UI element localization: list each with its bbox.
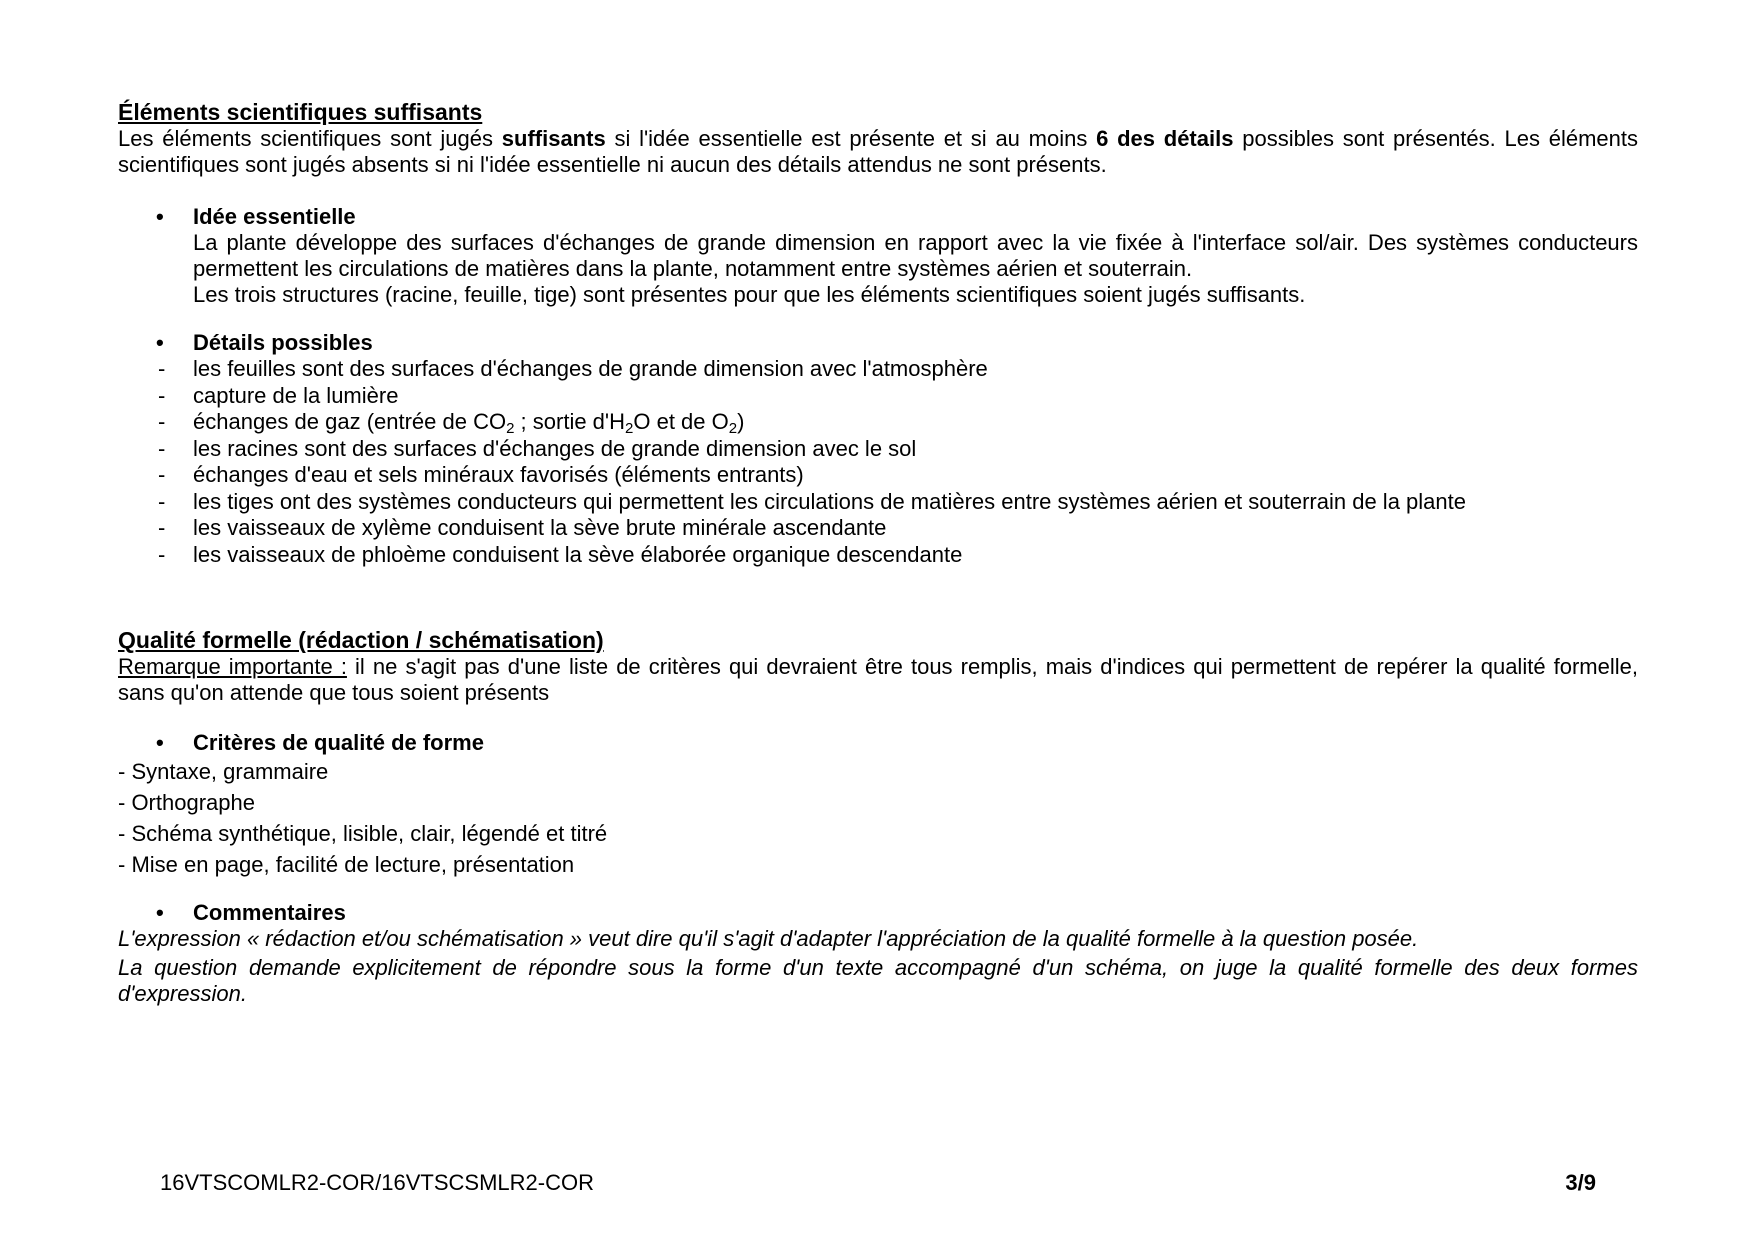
comment-line-2: La question demande explicitement de répondre sous la forme d'un texte accompagné d'un schéma, on juge la qualité formelle des deux formes d'expression. bbox=[118, 955, 1638, 1006]
list-item: - capture de la lumière bbox=[158, 382, 399, 408]
idea-text: La plante développe des surfaces d'échanges de grande dimension en rapport avec la vie fixée à l'interface sol/air. Des systèmes conducteurs permettent les circulations de matières dans la plante, notamment entre systèmes aérien et souterrain. bbox=[193, 230, 1638, 281]
document-code: 16VTSCOMLR2-COR/16VTSCSMLR2-COR bbox=[160, 1170, 594, 1195]
list-item: - Schéma synthétique, lisible, clair, légendé et titré bbox=[118, 821, 608, 846]
list-item: - Mise en page, facilité de lecture, présentation bbox=[118, 852, 575, 877]
idea-block bbox=[118, 204, 1638, 308]
bullet-icon: • bbox=[156, 330, 164, 355]
section2 bbox=[118, 626, 1638, 1007]
criteria-block bbox=[118, 730, 1638, 880]
list-item: - échanges d'eau et sels minéraux favorisés (éléments entrants) bbox=[158, 462, 804, 487]
bullet-icon: • bbox=[156, 900, 164, 925]
list-item: - les vaisseaux de phloème conduisent la sève élaborée organique descendante bbox=[158, 541, 963, 567]
details-list bbox=[118, 356, 1638, 568]
section2-title: Qualité formelle (rédaction / schématisation) bbox=[118, 627, 604, 653]
bullet-icon: • bbox=[156, 730, 164, 755]
page-number: 3/9 bbox=[1565, 1170, 1596, 1195]
comments-heading: • Commentaires bbox=[156, 900, 346, 925]
remark-label: Remarque importante : bbox=[118, 654, 347, 679]
list-item: - les vaisseaux de xylème conduisent la sève brute minérale ascendante bbox=[158, 515, 887, 540]
details-heading: • Détails possibles bbox=[156, 330, 373, 355]
list-item: - les racines sont des surfaces d'échanges de grande dimension avec le sol bbox=[158, 435, 917, 461]
list-item: - les feuilles sont des surfaces d'échanges de grande dimension avec l'atmosphère bbox=[158, 356, 988, 381]
section1-title: Éléments scientifiques suffisants bbox=[118, 99, 483, 125]
details-block bbox=[118, 330, 1638, 568]
criteria-list bbox=[118, 756, 1638, 880]
list-item: - Orthographe bbox=[118, 790, 255, 815]
document-page bbox=[118, 98, 1638, 1007]
comment-line-1: L'expression « rédaction et/ou schématisation » veut dire qu'il s'agit d'adapter l'appréciation de la qualité formelle à la question posée. bbox=[118, 926, 1419, 951]
list-item: - les tiges ont des systèmes conducteurs qui permettent les circulations de matières entre systèmes aérien et souterrain de la plante bbox=[158, 488, 1466, 514]
idea-note: Les trois structures (racine, feuille, tige) sont présentes pour que les éléments scientifiques soient jugés suffisants. bbox=[193, 282, 1306, 307]
section1-intro: Les éléments scientifiques sont jugés suffisants si l'idée essentielle est présente et si au moins 6 des détails possibles sont présentés. Les éléments scientifiques sont jugés absents si ni l'idée essentielle ni aucun des détails attendus ne sont présents. bbox=[118, 126, 1639, 177]
list-item: - échanges de gaz (entrée de $CO_2$ ; sortie $d'H_2O$ et de $O_2$) bbox=[158, 409, 745, 437]
remark-paragraph: Remarque importante : il ne s'agit pas d'une liste de critères qui devraient être tous remplis, mais d'indices qui permettent de repérer la qualité formelle, sans qu'on attende que tous soient présents bbox=[118, 654, 1638, 705]
idea-heading: • Idée essentielle bbox=[156, 204, 356, 229]
list-item: - Syntaxe, grammaire bbox=[118, 759, 329, 784]
criteria-heading: • Critères de qualité de forme bbox=[156, 730, 484, 755]
comments-block bbox=[118, 900, 1638, 1007]
bullet-icon: • bbox=[156, 204, 164, 229]
